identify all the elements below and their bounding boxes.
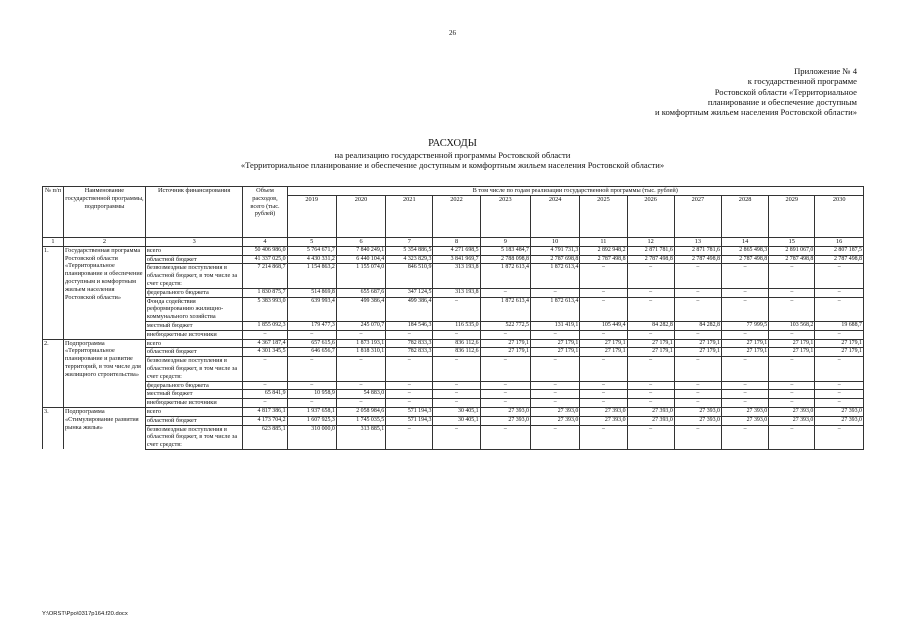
header-year: 2028: [721, 195, 768, 237]
year-value: 2 871 781,6: [627, 246, 674, 255]
total-value: –: [243, 399, 287, 408]
year-value: –: [580, 381, 627, 390]
year-value: 105 449,4: [580, 321, 627, 330]
year-value: 19 688,7: [815, 321, 864, 330]
year-value: –: [721, 390, 768, 399]
total-value: 623 885,1: [243, 425, 287, 449]
funding-source: безвозмездные поступления в областной бюджет, в том числе за счет средств:: [145, 425, 243, 449]
header-year: 2023: [480, 195, 530, 237]
year-value: 499 386,4: [336, 297, 385, 321]
year-value: 646 656,7: [287, 348, 336, 357]
year-value: 2 787 498,8: [721, 255, 768, 264]
year-value: –: [769, 357, 815, 381]
year-value: –: [531, 390, 580, 399]
header-source: Источник финансирования: [145, 187, 243, 238]
year-value: –: [433, 297, 480, 321]
year-value: 27 393,0: [815, 407, 864, 416]
year-value: –: [769, 264, 815, 288]
year-value: 116 535,0: [433, 321, 480, 330]
appendix-line: планирование и обеспечение доступным: [707, 96, 857, 107]
year-value: 782 833,3: [386, 339, 433, 348]
year-value: 310 000,0: [287, 425, 336, 449]
header-name: Наименование государственной программы, подпрограммы: [63, 187, 145, 238]
year-value: 313 885,1: [336, 425, 385, 449]
year-value: –: [627, 425, 674, 449]
year-value: 27 179,1: [531, 348, 580, 357]
year-value: –: [336, 357, 385, 381]
year-value: 499 386,4: [386, 297, 433, 321]
year-value: 10 958,9: [287, 390, 336, 399]
year-value: 2 787 498,8: [769, 255, 815, 264]
year-value: 27 179,1: [580, 339, 627, 348]
year-value: 836 112,6: [433, 348, 480, 357]
year-value: 103 568,2: [769, 321, 815, 330]
appendix-line: и комфортным жильем населения Ростовской области»: [655, 107, 857, 118]
year-value: 1 154 863,2: [287, 264, 336, 288]
year-value: –: [433, 399, 480, 408]
file-path-footer: Y:\ORST\Ppo\0317p164.f20.docx: [42, 611, 128, 617]
year-value: 27 179,1: [769, 348, 815, 357]
year-value: 27 179,1: [580, 348, 627, 357]
year-value: 2 892 948,2: [580, 246, 627, 255]
year-value: –: [386, 357, 433, 381]
column-number: 16: [815, 237, 864, 246]
program-name: Подпрограмма «Стимулирование развития рынка жилья»: [63, 407, 145, 449]
funding-source: местный бюджет: [145, 321, 243, 330]
year-value: –: [721, 288, 768, 297]
year-value: –: [580, 297, 627, 321]
year-value: 655 687,6: [336, 288, 385, 297]
column-number: 7: [386, 237, 433, 246]
year-value: –: [721, 297, 768, 321]
year-value: 2 891 067,0: [769, 246, 815, 255]
year-value: –: [480, 357, 530, 381]
total-value: –: [243, 357, 287, 381]
year-value: –: [433, 330, 480, 339]
title-main: РАСХОДЫ: [428, 138, 477, 149]
header-year: 2021: [386, 195, 433, 237]
year-value: 2 788 098,8: [480, 255, 530, 264]
year-value: –: [386, 390, 433, 399]
year-value: 27 179,1: [627, 339, 674, 348]
year-value: 1 745 035,5: [336, 416, 385, 425]
year-value: 514 869,8: [287, 288, 336, 297]
year-value: –: [531, 288, 580, 297]
header-year: 2027: [674, 195, 721, 237]
column-number: 14: [721, 237, 768, 246]
year-value: –: [815, 399, 864, 408]
total-value: 4 301 345,5: [243, 348, 287, 357]
appendix-block: [537, 66, 857, 117]
header-num: № п/п: [43, 187, 64, 238]
header-year: 2022: [433, 195, 480, 237]
year-value: 4 430 331,2: [287, 255, 336, 264]
header-years-group: В том числе по годам реализации государственной программы (тыс. рублей): [287, 187, 863, 196]
year-value: 639 993,4: [287, 297, 336, 321]
year-value: –: [815, 330, 864, 339]
year-value: 131 419,1: [531, 321, 580, 330]
year-value: 1 872 613,4: [531, 264, 580, 288]
year-value: 7 840 249,1: [336, 246, 385, 255]
section-number: 1.: [43, 246, 64, 339]
header-year: 2019: [287, 195, 336, 237]
year-value: –: [433, 357, 480, 381]
year-value: –: [674, 357, 721, 381]
total-value: 4 367 187,4: [243, 339, 287, 348]
year-value: 782 833,3: [386, 348, 433, 357]
year-value: 5 354 886,5: [386, 246, 433, 255]
table-row: [43, 330, 864, 339]
table-row: [43, 357, 864, 381]
year-value: –: [386, 330, 433, 339]
table-row: [43, 407, 864, 416]
year-value: 27 179,1: [480, 339, 530, 348]
year-value: –: [721, 264, 768, 288]
header-year: 2029: [769, 195, 815, 237]
year-value: –: [433, 390, 480, 399]
year-value: 245 070,7: [336, 321, 385, 330]
year-value: 836 112,6: [433, 339, 480, 348]
year-value: 4 791 731,3: [531, 246, 580, 255]
table-row: [43, 348, 864, 357]
year-value: 657 615,6: [287, 339, 336, 348]
header-year: 2026: [627, 195, 674, 237]
year-value: 5 764 671,7: [287, 246, 336, 255]
year-value: 4 271 698,5: [433, 246, 480, 255]
year-value: 27 179,1: [721, 348, 768, 357]
funding-source: федерального бюджета: [145, 288, 243, 297]
total-value: 7 214 868,7: [243, 264, 287, 288]
funding-source: областной бюджет: [145, 348, 243, 357]
column-number: 12: [627, 237, 674, 246]
year-value: –: [721, 357, 768, 381]
year-value: 27 179,1: [674, 348, 721, 357]
year-value: –: [815, 390, 864, 399]
year-value: –: [815, 264, 864, 288]
column-number: 4: [243, 237, 287, 246]
year-value: 1 873 193,1: [336, 339, 385, 348]
year-value: 27 179,1: [480, 348, 530, 357]
table-row: [43, 255, 864, 264]
year-value: 27 393,0: [627, 407, 674, 416]
year-value: 27 393,0: [580, 407, 627, 416]
year-value: 27 393,0: [480, 407, 530, 416]
year-value: –: [580, 425, 627, 449]
total-value: 1 830 875,7: [243, 288, 287, 297]
column-number: 13: [674, 237, 721, 246]
year-value: –: [480, 425, 530, 449]
year-value: –: [721, 399, 768, 408]
year-value: 27 393,0: [531, 407, 580, 416]
header-year: 2024: [531, 195, 580, 237]
year-value: –: [580, 264, 627, 288]
funding-source: безвозмездные поступления в областной бюджет, в том числе за счет средств:: [145, 357, 243, 381]
year-value: 2 787 498,8: [580, 255, 627, 264]
section-number: 2.: [43, 339, 64, 407]
year-value: 77 999,5: [721, 321, 768, 330]
funding-source: всего: [145, 407, 243, 416]
funding-source: всего: [145, 246, 243, 255]
year-value: 27 393,0: [769, 407, 815, 416]
year-value: 1 937 658,1: [287, 407, 336, 416]
year-value: –: [674, 399, 721, 408]
table-row: [43, 390, 864, 399]
year-value: –: [287, 357, 336, 381]
year-value: –: [721, 381, 768, 390]
year-value: 27 393,0: [627, 416, 674, 425]
year-value: –: [627, 288, 674, 297]
year-value: –: [480, 390, 530, 399]
table-row: [43, 381, 864, 390]
table-row: [43, 264, 864, 288]
year-value: –: [674, 264, 721, 288]
year-value: 84 282,8: [674, 321, 721, 330]
year-value: –: [674, 425, 721, 449]
year-value: –: [674, 390, 721, 399]
funding-source: областной бюджет: [145, 416, 243, 425]
year-value: –: [769, 390, 815, 399]
year-value: 2 787 498,8: [815, 255, 864, 264]
year-value: –: [627, 297, 674, 321]
year-value: –: [769, 381, 815, 390]
year-value: –: [336, 330, 385, 339]
year-value: 27 179,1: [815, 348, 864, 357]
year-value: –: [433, 381, 480, 390]
year-value: 1 607 925,3: [287, 416, 336, 425]
year-value: –: [531, 357, 580, 381]
year-value: 1 155 074,0: [336, 264, 385, 288]
year-value: –: [721, 330, 768, 339]
table-row: [43, 416, 864, 425]
page-number: 26: [449, 29, 456, 37]
year-value: –: [480, 330, 530, 339]
title-line: на реализацию государственной программы Ростовской области: [334, 149, 571, 160]
year-value: –: [480, 381, 530, 390]
year-value: –: [627, 330, 674, 339]
year-value: 1 872 613,4: [480, 297, 530, 321]
funding-source: всего: [145, 339, 243, 348]
year-value: 27 179,1: [674, 339, 721, 348]
year-value: 2 787 698,8: [531, 255, 580, 264]
year-value: 571 194,3: [386, 416, 433, 425]
year-value: 184 546,3: [386, 321, 433, 330]
year-value: 2 865 498,3: [721, 246, 768, 255]
column-number: 6: [336, 237, 385, 246]
year-value: 54 883,0: [336, 390, 385, 399]
year-value: –: [336, 399, 385, 408]
column-number: 15: [769, 237, 815, 246]
table-row: [43, 321, 864, 330]
year-value: –: [627, 264, 674, 288]
year-value: –: [580, 330, 627, 339]
total-value: –: [243, 330, 287, 339]
year-value: –: [627, 357, 674, 381]
expenses-table: [42, 186, 864, 450]
year-value: 27 393,0: [721, 416, 768, 425]
year-value: –: [386, 425, 433, 449]
title-line: «Территориальное планирование и обеспечение доступным и комфортным жильем населения Ростовской области»: [240, 160, 665, 170]
year-value: 27 179,1: [721, 339, 768, 348]
year-value: 347 124,5: [386, 288, 433, 297]
year-value: 522 772,5: [480, 321, 530, 330]
document-title: [0, 139, 905, 171]
year-value: –: [815, 357, 864, 381]
year-value: –: [674, 381, 721, 390]
header-volume: Объем расходов, всего (тыс. рублей): [243, 187, 287, 238]
funding-source: внебюджетные источники: [145, 399, 243, 408]
table-row: [43, 297, 864, 321]
year-value: –: [580, 357, 627, 381]
appendix-line: Ростовской области «Территориальное: [714, 86, 857, 97]
column-number: 1: [43, 237, 64, 246]
column-number: 3: [145, 237, 243, 246]
total-value: 50 406 986,0: [243, 246, 287, 255]
year-value: 27 179,1: [531, 339, 580, 348]
year-value: –: [386, 399, 433, 408]
year-value: –: [674, 297, 721, 321]
year-value: 27 179,1: [815, 339, 864, 348]
year-value: –: [580, 390, 627, 399]
year-value: 5 183 484,7: [480, 246, 530, 255]
year-value: 27 393,0: [480, 416, 530, 425]
funding-source: безвозмездные поступления в областной бюджет, в том числе за счет средств:: [145, 264, 243, 288]
column-number: 11: [580, 237, 627, 246]
year-value: 2 787 498,8: [627, 255, 674, 264]
year-value: –: [815, 425, 864, 449]
year-value: –: [674, 288, 721, 297]
funding-source: местный бюджет: [145, 390, 243, 399]
total-value: 5 383 993,0: [243, 297, 287, 321]
year-value: 1 872 613,4: [531, 297, 580, 321]
year-value: 30 405,1: [433, 416, 480, 425]
year-value: –: [531, 425, 580, 449]
year-value: 30 405,1: [433, 407, 480, 416]
year-value: 179 477,3: [287, 321, 336, 330]
year-value: –: [815, 381, 864, 390]
year-value: 2 807 187,5: [815, 246, 864, 255]
header-year: 2025: [580, 195, 627, 237]
year-value: –: [769, 297, 815, 321]
year-value: –: [815, 297, 864, 321]
year-value: 6 440 104,4: [336, 255, 385, 264]
column-number: 8: [433, 237, 480, 246]
year-value: 4 323 829,3: [386, 255, 433, 264]
total-value: 4 173 704,2: [243, 416, 287, 425]
year-value: 27 179,1: [627, 348, 674, 357]
year-value: 27 393,0: [721, 407, 768, 416]
table-row: [43, 399, 864, 408]
year-value: –: [531, 330, 580, 339]
funding-source: федерального бюджета: [145, 381, 243, 390]
year-value: –: [627, 399, 674, 408]
header-year: 2030: [815, 195, 864, 237]
year-value: 84 282,8: [627, 321, 674, 330]
year-value: 27 179,1: [769, 339, 815, 348]
year-value: 27 393,0: [531, 416, 580, 425]
year-value: 313 193,8: [433, 288, 480, 297]
year-value: 2 871 781,6: [674, 246, 721, 255]
year-value: –: [531, 381, 580, 390]
year-value: 1 872 613,4: [480, 264, 530, 288]
year-value: 3 841 969,7: [433, 255, 480, 264]
year-value: –: [721, 425, 768, 449]
year-value: –: [769, 425, 815, 449]
year-value: –: [769, 288, 815, 297]
year-value: –: [580, 288, 627, 297]
year-value: –: [287, 381, 336, 390]
year-value: 846 510,9: [386, 264, 433, 288]
year-value: 27 393,0: [674, 416, 721, 425]
funding-source: внебюджетные источники: [145, 330, 243, 339]
year-value: 1 818 310,1: [336, 348, 385, 357]
year-value: –: [336, 381, 385, 390]
year-value: –: [769, 399, 815, 408]
year-value: –: [769, 330, 815, 339]
year-value: –: [480, 399, 530, 408]
year-value: 313 193,8: [433, 264, 480, 288]
year-value: –: [580, 399, 627, 408]
funding-source: Фонда содействия реформированию жилищно-коммунального хозяйства: [145, 297, 243, 321]
column-number: 2: [63, 237, 145, 246]
year-value: 27 393,0: [769, 416, 815, 425]
total-value: 1 855 092,3: [243, 321, 287, 330]
table-row: [43, 339, 864, 348]
header-year: 2020: [336, 195, 385, 237]
year-value: 27 393,0: [580, 416, 627, 425]
total-value: 65 841,9: [243, 390, 287, 399]
year-value: –: [386, 381, 433, 390]
table-row: [43, 425, 864, 449]
year-value: –: [815, 288, 864, 297]
year-value: –: [531, 399, 580, 408]
column-number: 9: [480, 237, 530, 246]
section-number: 3.: [43, 407, 64, 449]
total-value: 41 337 025,0: [243, 255, 287, 264]
program-name: Государственная программа Ростовской области «Территориальное планирование и обеспечение доступным и комфортным жильем населения Ростовской области»: [63, 246, 145, 339]
year-value: –: [287, 330, 336, 339]
total-value: 4 817 386,1: [243, 407, 287, 416]
year-value: 27 393,0: [815, 416, 864, 425]
year-value: –: [480, 288, 530, 297]
column-number: 5: [287, 237, 336, 246]
year-value: 571 194,3: [386, 407, 433, 416]
appendix-line: к государственной программе: [747, 76, 857, 87]
table-row: [43, 288, 864, 297]
column-number: 10: [531, 237, 580, 246]
funding-source: областной бюджет: [145, 255, 243, 264]
year-value: 27 393,0: [674, 407, 721, 416]
program-name: Подпрограмма «Территориальное планирование и развитие территорий, в том числе для жилищного строительства»: [63, 339, 145, 407]
year-value: 2 787 498,8: [674, 255, 721, 264]
year-value: 2 058 984,6: [336, 407, 385, 416]
total-value: –: [243, 381, 287, 390]
year-value: –: [674, 330, 721, 339]
year-value: –: [287, 399, 336, 408]
table-row: [43, 246, 864, 255]
year-value: –: [627, 381, 674, 390]
year-value: –: [433, 425, 480, 449]
appendix-line: Приложение № 4: [794, 66, 857, 76]
year-value: –: [627, 390, 674, 399]
